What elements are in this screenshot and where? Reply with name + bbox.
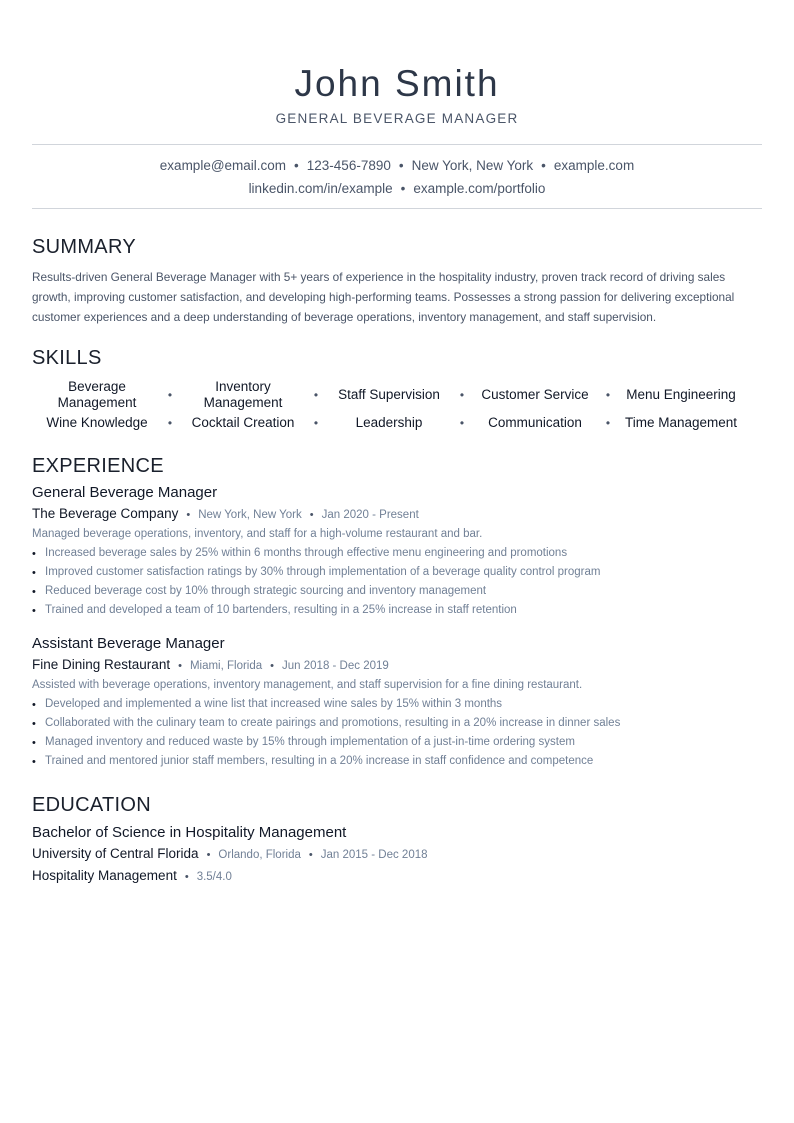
job-role: Assistant Beverage Manager bbox=[32, 635, 225, 652]
education-heading: EDUCATION bbox=[32, 794, 151, 816]
meta-separator: • bbox=[184, 871, 189, 883]
contact-linkedin[interactable]: linkedin.com/in/example bbox=[248, 181, 393, 196]
job-bullets bbox=[32, 544, 762, 620]
job-company: Fine Dining Restaurant bbox=[32, 657, 171, 672]
job-entry bbox=[32, 483, 762, 620]
contact-portfolio[interactable]: example.com/portfolio bbox=[413, 181, 546, 196]
candidate-title: GENERAL BEVERAGE MANAGER bbox=[275, 111, 519, 126]
resume-header bbox=[32, 0, 762, 127]
skills-heading: SKILLS bbox=[32, 347, 102, 369]
education-location: Orlando, Florida bbox=[218, 849, 301, 861]
job-dates: Jan 2020 - Present bbox=[321, 509, 419, 521]
education-major-line bbox=[32, 866, 762, 887]
experience-heading: EXPERIENCE bbox=[32, 455, 164, 477]
skill-separator: • bbox=[459, 416, 465, 430]
job-description: Managed beverage operations, inventory, and staff for a high-volume restaurant and bar. bbox=[32, 528, 483, 540]
skill-item: Communication bbox=[488, 415, 582, 430]
meta-separator: • bbox=[309, 509, 314, 521]
skill-item: Staff Supervision bbox=[338, 387, 440, 402]
job-bullets bbox=[32, 695, 762, 771]
education-major: Hospitality Management bbox=[32, 868, 177, 883]
contact-phone[interactable]: 123-456-7890 bbox=[306, 158, 391, 173]
skill-item: Inventory Management bbox=[203, 379, 283, 410]
education-degree: Bachelor of Science in Hospitality Management bbox=[32, 824, 347, 841]
job-bullet: • Improved customer satisfaction ratings by 30% through implementation of a beverage quality control program bbox=[32, 563, 762, 582]
education-school-line bbox=[32, 844, 762, 865]
contact-website[interactable]: example.com bbox=[553, 158, 635, 173]
skill-separator: • bbox=[605, 388, 611, 402]
skill-item: Beverage Management bbox=[57, 379, 137, 410]
job-dates: Jun 2018 - Dec 2019 bbox=[282, 660, 389, 672]
education-gpa: 3.5/4.0 bbox=[196, 871, 232, 883]
skills-grid bbox=[32, 377, 762, 433]
resume-page bbox=[32, 0, 762, 887]
job-bullet: • Managed inventory and reduced waste by 15% through implementation of a just-in-time ordering system bbox=[32, 733, 762, 752]
contact-separator: • bbox=[398, 158, 404, 173]
summary-text: Results-driven General Beverage Manager with 5+ years of experience in the hospitality industry, proven track record of driving sales growth, improving customer satisfaction, and developing high-performing teams. Possesses a strong passion for delivering exceptional customer experiences and a deep understanding of beverage operations, inventory management, and staff supervision. bbox=[32, 270, 735, 324]
skill-separator: • bbox=[167, 388, 173, 402]
contact-separator: • bbox=[294, 158, 299, 173]
job-description: Assisted with beverage operations, inventory management, and staff supervision for a fine dining restaurant. bbox=[32, 679, 583, 691]
summary-heading: SUMMARY bbox=[32, 236, 136, 258]
job-bullet: • Trained and developed a team of 10 bartenders, resulting in a 25% increase in staff retention bbox=[32, 601, 762, 620]
meta-separator: • bbox=[206, 849, 211, 861]
job-bullet: • Increased beverage sales by 25% within 6 months through effective menu engineering and promotions bbox=[32, 544, 762, 563]
contact-separator: • bbox=[541, 158, 546, 173]
meta-separator: • bbox=[186, 509, 191, 521]
skills-row bbox=[32, 377, 762, 413]
job-location: Miami, Florida bbox=[189, 660, 263, 672]
skill-item: Wine Knowledge bbox=[46, 415, 148, 430]
meta-separator: • bbox=[270, 660, 275, 672]
job-role: General Beverage Manager bbox=[32, 484, 218, 501]
meta-separator: • bbox=[308, 849, 313, 861]
job-company: The Beverage Company bbox=[32, 506, 179, 521]
job-location: New York, New York bbox=[198, 509, 302, 521]
skill-separator: • bbox=[313, 388, 319, 402]
job-entry bbox=[32, 634, 762, 771]
skills-row bbox=[32, 413, 762, 433]
contact-email[interactable]: example@email.com bbox=[159, 158, 287, 173]
job-bullet: • Trained and mentored junior staff members, resulting in a 20% increase in staff confidence and competence bbox=[32, 752, 762, 771]
job-bullet: • Collaborated with the culinary team to create pairings and promotions, resulting in a 20% increase in dinner sales bbox=[32, 714, 762, 733]
contact-location: New York, New York bbox=[411, 158, 534, 173]
job-meta bbox=[32, 655, 762, 676]
skill-separator: • bbox=[605, 416, 611, 430]
skill-item: Time Management bbox=[624, 415, 738, 430]
meta-separator: • bbox=[178, 660, 182, 672]
candidate-name: John Smith bbox=[294, 63, 500, 104]
skill-separator: • bbox=[459, 388, 465, 402]
contact-divider bbox=[32, 208, 762, 209]
contact-info bbox=[32, 145, 762, 208]
job-bullet: • Reduced beverage cost by 10% through strategic sourcing and inventory management bbox=[32, 582, 762, 601]
skill-item: Menu Engineering bbox=[626, 387, 736, 402]
job-meta bbox=[32, 504, 762, 525]
skill-item: Cocktail Creation bbox=[191, 415, 295, 430]
skill-separator: • bbox=[167, 416, 173, 430]
contact-line-1 bbox=[32, 154, 762, 177]
skill-item: Customer Service bbox=[481, 387, 589, 402]
skill-item: Leadership bbox=[355, 415, 423, 430]
contact-separator: • bbox=[400, 181, 406, 196]
education-school: University of Central Florida bbox=[32, 846, 199, 861]
education-dates: Jan 2015 - Dec 2018 bbox=[320, 849, 428, 861]
job-bullet: • Developed and implemented a wine list that increased wine sales by 15% within 3 months bbox=[32, 695, 762, 714]
contact-line-2 bbox=[32, 177, 762, 200]
skill-separator: • bbox=[313, 416, 319, 430]
education-entry bbox=[32, 823, 762, 887]
